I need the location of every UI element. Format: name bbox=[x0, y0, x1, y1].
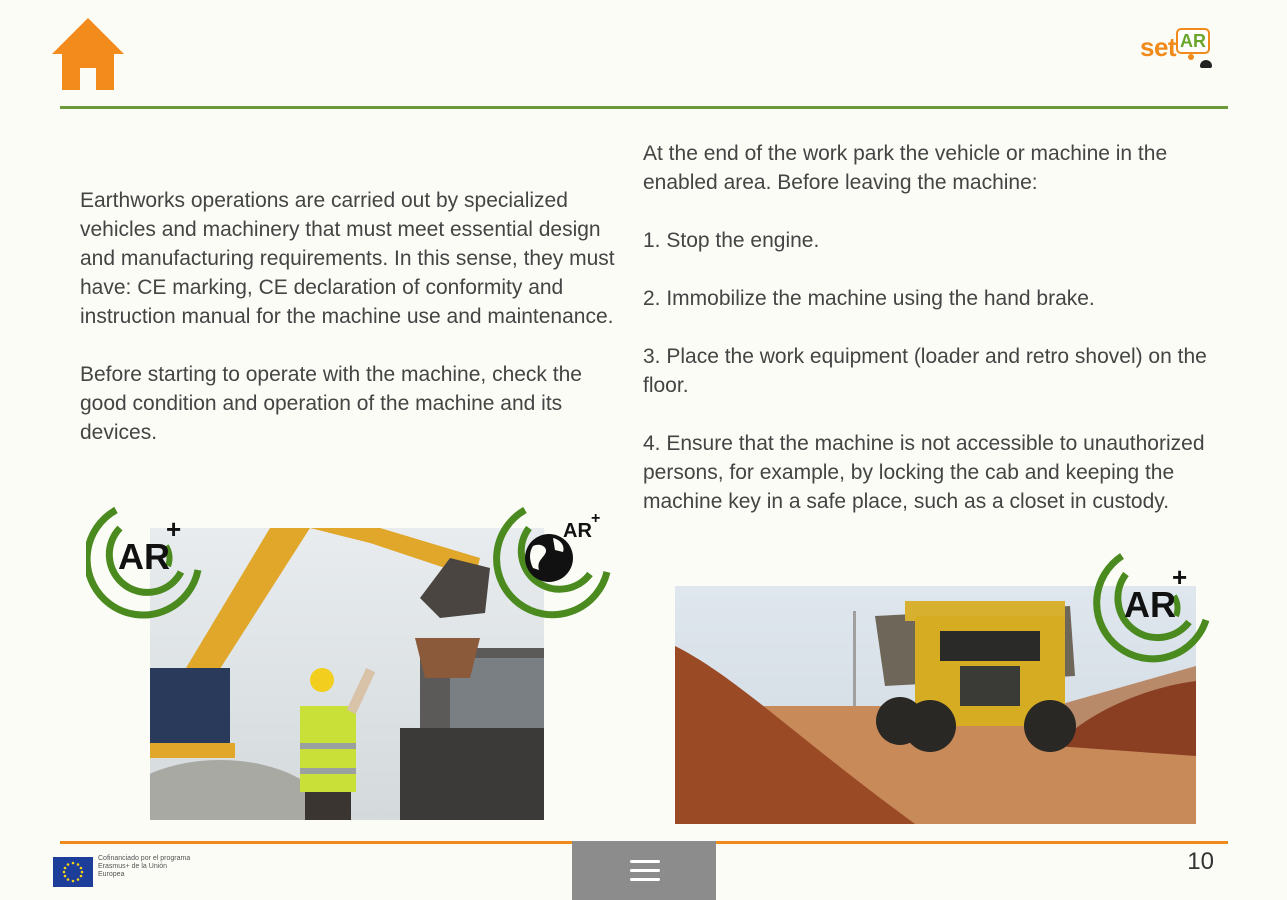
paragraph: Earthworks operations are carried out by specialized vehicles and machinery that must meet essential design and manufacturing requirements. In this sense, they must have: CE marking, CE declaration of conformity and instruction manual for the machine use and maintenance. bbox=[80, 189, 615, 328]
eu-funding-text: Cofinanciado por el programa Erasmus+ de la Unión Europea bbox=[98, 855, 191, 878]
ar-plus: + bbox=[166, 514, 182, 544]
list-item: 3. Place the work equipment (loader and retro shovel) on the floor. bbox=[643, 345, 1207, 397]
menu-button[interactable] bbox=[572, 841, 716, 900]
home-icon bbox=[50, 16, 126, 92]
left-text-column bbox=[80, 186, 620, 476]
excavator-worker-photo bbox=[150, 528, 544, 820]
logo-drop bbox=[1188, 54, 1194, 60]
ar-badge-2[interactable] bbox=[1092, 548, 1212, 674]
ar-badge-1[interactable] bbox=[86, 500, 202, 626]
logo-text: set bbox=[1140, 32, 1177, 62]
list-item: 2. Immobilize the machine using the hand brake. bbox=[643, 287, 1095, 310]
setar-logo bbox=[1140, 20, 1220, 76]
ar-label: AR bbox=[118, 536, 170, 577]
home-button[interactable] bbox=[50, 16, 126, 92]
right-text-column bbox=[643, 139, 1223, 545]
ar-label: AR bbox=[1124, 584, 1176, 625]
list-item: 1. Stop the engine. bbox=[643, 229, 820, 252]
ar-globe-badge[interactable] bbox=[493, 502, 613, 628]
logo-ar-box: AR bbox=[1176, 28, 1210, 54]
paragraph: At the end of the work park the vehicle or machine in the enabled area. Before leaving the machine: bbox=[643, 142, 1168, 194]
page-number: 10 bbox=[1187, 848, 1214, 875]
ar-plus: + bbox=[591, 510, 601, 527]
paragraph: Before starting to operate with the machine, check the good condition and operation of the machine and its devices. bbox=[80, 363, 582, 444]
header-divider bbox=[60, 106, 1228, 109]
ar-plus: + bbox=[1172, 562, 1188, 592]
list-item: 4. Ensure that the machine is not accessible to unauthorized persons, for example, by locking the cab and keeping the machine key in a safe place, such as a closet in custody. bbox=[643, 432, 1205, 513]
eu-flag-icon bbox=[53, 857, 93, 887]
ar-label: AR bbox=[563, 520, 592, 542]
logo-excavator-icon bbox=[1200, 60, 1212, 68]
